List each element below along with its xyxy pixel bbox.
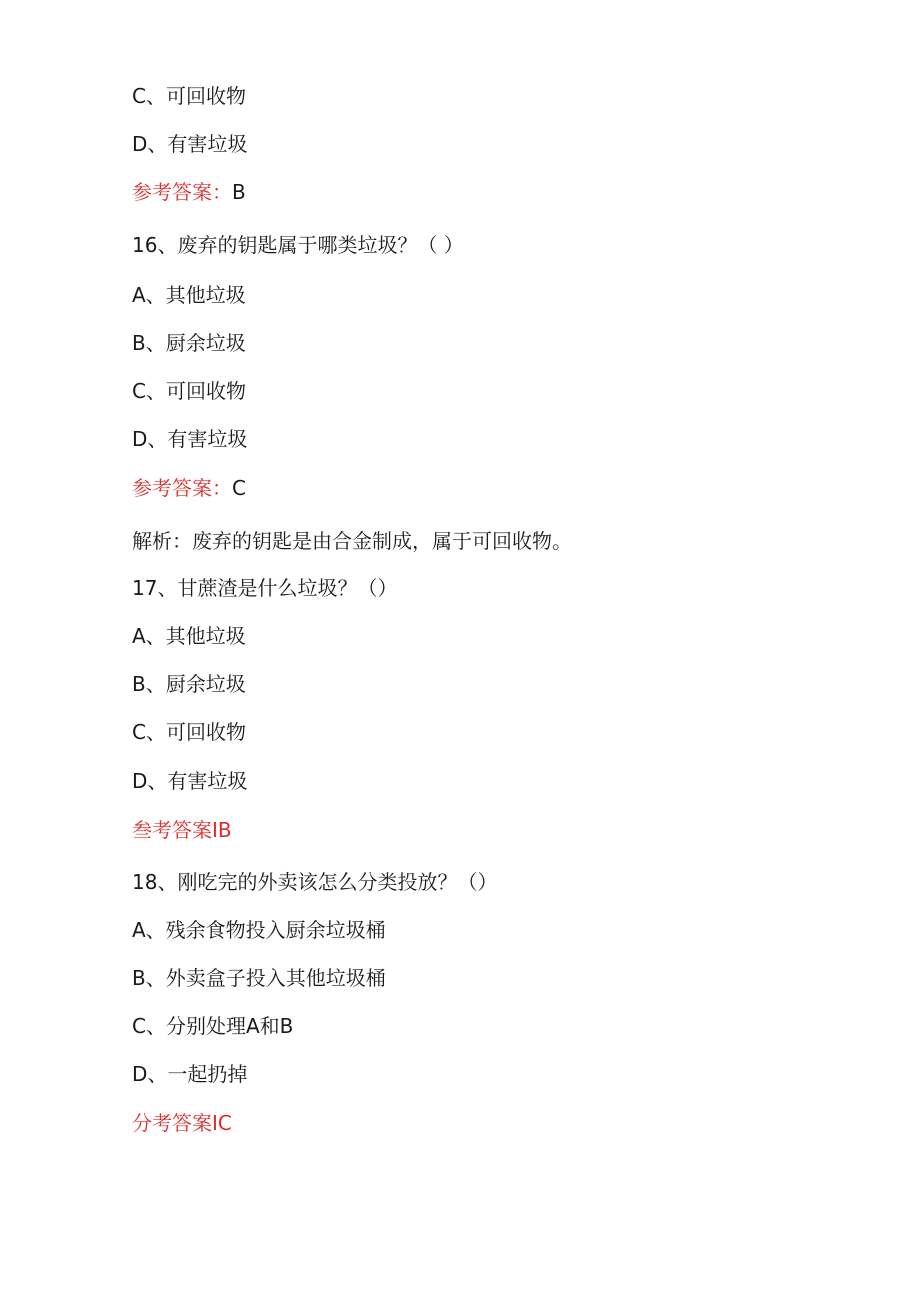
- answer-value: C: [232, 476, 246, 500]
- question-17: 17、甘蔗渣是什么垃圾？（）: [132, 576, 398, 600]
- option-c: C、可回收物: [132, 379, 246, 403]
- option-a: A、其他垃圾: [132, 624, 246, 648]
- reference-answer: [132, 474, 246, 502]
- reference-answer: 叁考答案IB: [132, 818, 232, 842]
- option-a: A、残余食物投入厨余垃圾桶: [132, 918, 386, 942]
- answer-label: 参考答案：: [132, 476, 232, 500]
- option-d: D、一起扔掉: [132, 1062, 248, 1086]
- option-d: D、有害垃圾: [132, 769, 248, 793]
- question-16: 16、废弃的钥匙属于哪类垃圾？（ ）: [132, 233, 464, 257]
- option-a: A、其他垃圾: [132, 283, 246, 307]
- option-b: B、厨余垃圾: [132, 672, 246, 696]
- option-c: C、分别处理A和B: [132, 1014, 294, 1038]
- answer-label: 参考答案：: [132, 180, 232, 204]
- reference-answer: [132, 178, 246, 206]
- answer-value: B: [232, 180, 246, 204]
- option-c: C、可回收物: [132, 84, 246, 108]
- option-d: D、有害垃圾: [132, 427, 248, 451]
- explanation: 解析：废弃的钥匙是由合金制成，属于可回收物。: [132, 529, 572, 553]
- option-b: B、厨余垃圾: [132, 331, 246, 355]
- option-d: D、有害垃圾: [132, 132, 248, 156]
- option-b: B、外卖盒子投入其他垃圾桶: [132, 966, 386, 990]
- option-c: C、可回收物: [132, 720, 246, 744]
- question-18: 18、刚吃完的外卖该怎么分类投放？（）: [132, 870, 498, 894]
- reference-answer: 分考答案IC: [132, 1111, 232, 1135]
